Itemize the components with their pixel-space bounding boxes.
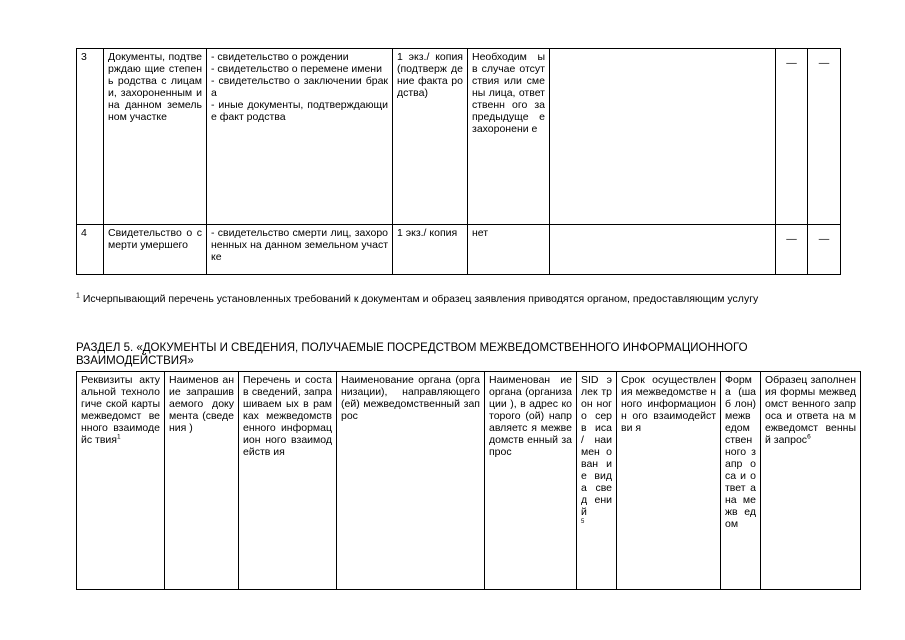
- header-receiving-organ: Наименован ие органа (организации ), в адрес которого (ой) направляетс я межведомств енный запрос: [485, 372, 577, 590]
- documents-table: [76, 48, 841, 275]
- document-quantity: 1 экз./ копия (подтверж дение факта родства): [393, 49, 468, 225]
- document-condition: Необходим ы в случае отсутствия или смены лица, ответственн ого за предыдуще е захоронени е: [468, 49, 550, 225]
- dash-cell: —: [776, 225, 808, 275]
- row-number: 3: [77, 49, 104, 225]
- document-name: Документы, подтверждаю щие степень родства с лицами, захороненным и на данном земельном участке: [104, 49, 207, 225]
- header-sending-organ: Наименование органа (организации), направляющего (ей) межведомственный запрос: [337, 372, 485, 590]
- empty-cell: [550, 49, 776, 225]
- dash-cell: —: [776, 49, 808, 225]
- table-header-row: [77, 372, 861, 590]
- header-card-requisites: Реквизиты актуальной технологиче ской карты межведомст венного взаимодейс твия$^1$: [77, 372, 165, 590]
- table-row: [77, 225, 841, 275]
- footnote: [76, 293, 860, 306]
- header-term: Срок осуществления межведомстве нного информационн ого взаимодействи я: [617, 372, 721, 590]
- section-title: РАЗДЕЛ 5. «ДОКУМЕНТЫ И СВЕДЕНИЯ, ПОЛУЧАЕМЫЕ ПОСРЕДСТВОМ МЕЖВЕДОМСТВЕННОГО ИНФОРМАЦИОННОГО ВЗАИМОДЕЙСТВИЯ»: [76, 342, 748, 367]
- dash-cell: —: [808, 225, 841, 275]
- row-number: 4: [77, 225, 104, 275]
- document-list: - свидетельство о рождении - свидетельство о перемене имени - свидетельство о заключении брака - иные документы, подтверждающие факт родства: [207, 49, 393, 225]
- footnote-text: Исчерпывающий перечень установленных требований к документам и образец заявления приводятся органом, предоставляющим услугу: [82, 293, 759, 305]
- footnote-marker: 1: [76, 292, 80, 300]
- header-request-form: Форм а (шаб лон) межв едом ствен ного запр оса и ответ а на межв едом: [721, 372, 761, 590]
- document-list: - свидетельство смерти лиц, захороненных на данном земельном участке: [207, 225, 393, 275]
- document-condition: нет: [468, 225, 550, 275]
- header-info-list: Перечень и состав сведений, запрашиваем ых в рамках межведомств енного информацион ного взаимодейств ия: [239, 372, 337, 590]
- header-sample: Образец заполнения формы межведомст венного запроса и ответа на межведомст венный запрос$^6$: [761, 372, 861, 590]
- empty-cell: [550, 225, 776, 275]
- interagency-table: [76, 371, 861, 590]
- header-document-name: Наименов ание запрашив аемого документа (сведения ): [165, 372, 239, 590]
- header-sid: SID элек трон ного серв иса / наи мен ован ие вида свед ений 5: [577, 372, 617, 590]
- dash-cell: —: [808, 49, 841, 225]
- table-row: [77, 49, 841, 225]
- document-quantity: 1 экз./ копия: [393, 225, 468, 275]
- document-name: Свидетельство о смерти умершего: [104, 225, 207, 275]
